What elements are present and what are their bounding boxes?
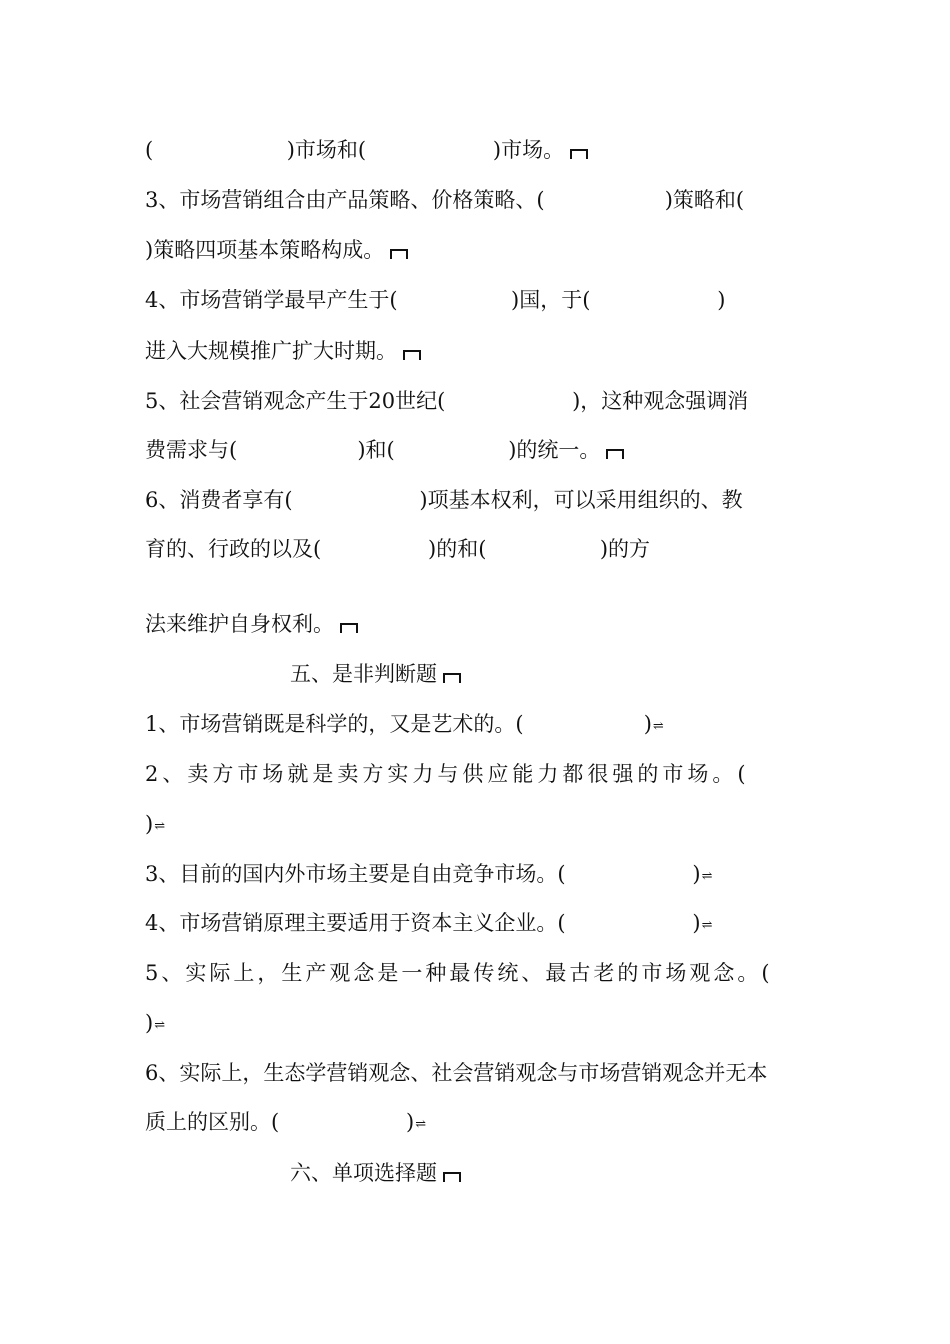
- line-text: ): [145, 1011, 154, 1035]
- question-4: [145, 287, 725, 313]
- line-text: 质上的区别。( ): [145, 1110, 415, 1134]
- heading-text: 六、单项选择题: [290, 1161, 437, 1185]
- line-text: 进入大规模推广扩大时期。: [145, 339, 397, 363]
- question-5: [145, 388, 748, 414]
- line-text: ): [145, 812, 154, 836]
- line-break-mark-icon: ⇌: [701, 918, 713, 933]
- question-6-end: [145, 611, 358, 637]
- line-text: 3、目前的国内外市场主要是自由竞争市场。( ): [145, 862, 701, 886]
- fill-blank-line: [145, 137, 588, 163]
- line-text: 6、消费者享有( )项基本权利，可以采用组织的、教: [145, 488, 743, 512]
- judge-item-5-continued: [145, 1010, 165, 1039]
- paragraph-mark-icon: [606, 449, 624, 459]
- judge-item-3: [145, 861, 712, 890]
- section-heading-6: [290, 1160, 461, 1186]
- paragraph-mark-icon: [443, 1172, 461, 1182]
- section-heading-5: [290, 661, 461, 687]
- line-text: 4、市场营销学最早产生于( )国，于( ): [145, 288, 726, 312]
- line-text: 法来维护自身权利。: [145, 612, 334, 636]
- line-text: 4、市场营销原理主要适用于资本主义企业。( ): [145, 911, 701, 935]
- paragraph-mark-icon: [570, 149, 588, 159]
- line-break-mark-icon: ⇌: [154, 819, 166, 834]
- line-break-mark-icon: ⇌: [701, 869, 713, 884]
- heading-text: 五、是非判断题: [290, 662, 437, 686]
- line-text: 1、市场营销既是科学的，又是艺术的。( ): [145, 712, 652, 736]
- line-text: 6、实际上，生态学营销观念、社会营销观念与市场营销观念并无本: [145, 1061, 768, 1085]
- question-4-continued: [145, 338, 421, 364]
- paragraph-mark-icon: [403, 350, 421, 360]
- line-text: 5、社会营销观念产生于20世纪( )，这种观念强调消: [145, 389, 749, 413]
- question-6: [145, 487, 743, 513]
- line-text: 5、实际上，生产观念是一种最传统、最古老的市场观念。(: [145, 961, 773, 985]
- question-3-continued: [145, 237, 408, 263]
- question-6-continued: [145, 536, 650, 562]
- judge-item-2-continued: [145, 811, 165, 840]
- judge-item-4: [145, 910, 712, 939]
- paragraph-mark-icon: [390, 249, 408, 259]
- line-text: 2、卖方市场就是卖方实力与供应能力都很强的市场。(: [145, 762, 750, 786]
- question-5-continued: [145, 437, 624, 463]
- judge-item-5: [145, 960, 773, 986]
- paragraph-mark-icon: [340, 623, 358, 633]
- line-break-mark-icon: ⇌: [415, 1117, 427, 1132]
- judge-item-2: [145, 761, 805, 787]
- line-text: ( )市场和( )市场。: [145, 138, 565, 162]
- judge-item-6: [145, 1060, 767, 1086]
- judge-item-6-continued: [145, 1109, 426, 1138]
- question-3: [145, 187, 744, 213]
- judge-item-1: [145, 711, 664, 740]
- paragraph-mark-icon: [443, 673, 461, 683]
- line-text: 育的、行政的以及( )的和( )的方: [145, 537, 651, 561]
- line-break-mark-icon: ⇌: [154, 1018, 166, 1033]
- line-text: 3、市场营销组合由产品策略、价格策略、( )策略和(: [145, 188, 745, 212]
- line-text: )策略四项基本策略构成。: [145, 238, 385, 262]
- line-text: 费需求与( )和( )的统一。: [145, 438, 601, 462]
- line-break-mark-icon: ⇌: [652, 719, 664, 734]
